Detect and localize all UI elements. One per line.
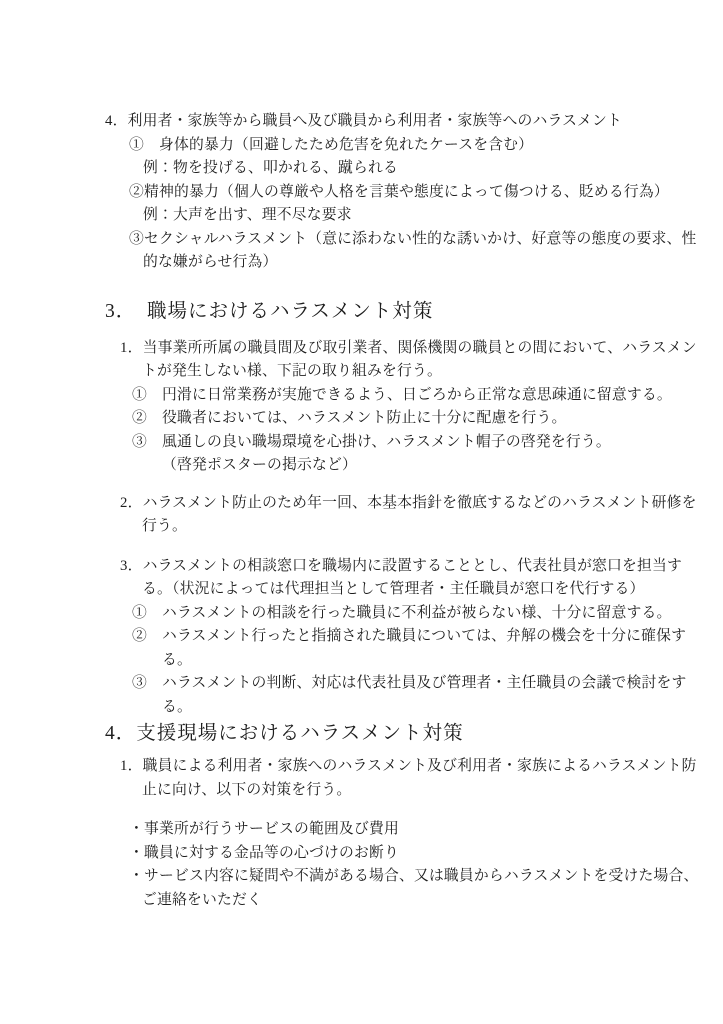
top-list-item-2: ②精神的暴力（個人の尊厳や人格を言葉や態度によって傷つける、貶める行為） <box>129 183 669 200</box>
sec3-item3-sub2-cont: る。 <box>162 651 192 668</box>
sec3-item1-line1: 1．当事業所所属の職員間及び取引業者、関係機関の職員との間において、ハラスメン <box>120 339 697 356</box>
section-4-heading: 4．支援現場におけるハラスメント対策 <box>105 723 464 744</box>
sec3-item3-line2: る。（状況によっては代理担当として管理者・主任職員が窓口を代行する） <box>142 581 645 597</box>
sec4-bullet-1: ・事業所が行うサービスの範囲及び費用 <box>129 821 399 837</box>
sec3-item1-sub2: ② 役職者においては、ハラスメント防止に十分に配慮を行う。 <box>132 410 567 426</box>
top-list-item-3: ③セクシャルハラスメント（意に添わない性的な誘いかけ、好意等の態度の要求、性 <box>129 230 697 247</box>
top-list-title: 4．利用者・家族等から職員へ及び職員から利用者・家族等へのハラスメント <box>105 113 623 129</box>
top-list-item-1-example: 例：物を投げる、叩かれる、蹴られる <box>143 160 398 176</box>
sec3-item3-sub1: ① ハラスメントの相談を行った職員に不利益が被らない様、十分に留意する。 <box>132 604 672 621</box>
sec3-item1-sub1: ① 円滑に日常業務が実施できるよう、日ごろから正常な意思疎通に留意する。 <box>132 386 672 403</box>
sec4-bullet-3-cont: ご連絡をいただく <box>142 891 262 908</box>
sec3-item3-sub2: ② ハラスメント行ったと指摘された職員については、弁解の機会を十分に確保す <box>132 628 687 644</box>
sec4-bullet-2: ・職員に対する金品等の心づけのお断り <box>129 844 399 861</box>
top-list-item-1: ① 身体的暴力（回避したため危害を免れたケースを含む） <box>129 136 534 153</box>
sec3-item3-sub3-cont: る。 <box>162 698 192 715</box>
sec4-item1-line2: 止に向け、以下の対策を行う。 <box>142 781 352 798</box>
sec3-item1-sub3-note: （啓発ポスターの掲示など） <box>162 457 357 473</box>
sec3-item1-sub3: ③ 風通しの良い職場環境を心掛け、ハラスメント帽子の啓発を行う。 <box>132 433 611 450</box>
sec3-item3-line1: 3．ハラスメントの相談窓口を職場内に設置することとし、代表社員が窓口を担当す <box>120 557 683 574</box>
sec3-item3-sub3: ③ ハラスメントの判断、対応は代表社員及び管理者・主任職員の会議で検討をす <box>132 675 687 691</box>
top-list-item-3-cont: 的な嫌がらせ行為） <box>143 254 278 270</box>
top-list-item-2-example: 例：大声を出す、理不尽な要求 <box>143 207 352 223</box>
sec4-item1-line1: 1．職員による利用者・家族へのハラスメント及び利用者・家族によるハラスメント防 <box>120 758 697 774</box>
section-3-heading: 3． 職場におけるハラスメント対策 <box>105 300 434 322</box>
sec3-item2-line2: 行う。 <box>142 518 187 534</box>
sec3-item1-line2: トが発生しない様、下記の取り組みを行う。 <box>142 363 442 379</box>
sec3-item2-line1: 2．ハラスメント防止のため年一回、本基本指針を徹底するなどのハラスメント研修を <box>120 494 697 511</box>
sec4-bullet-3: ・サービス内容に疑問や不満がある場合、又は職員からハラスメントを受けた場合、 <box>129 868 699 884</box>
